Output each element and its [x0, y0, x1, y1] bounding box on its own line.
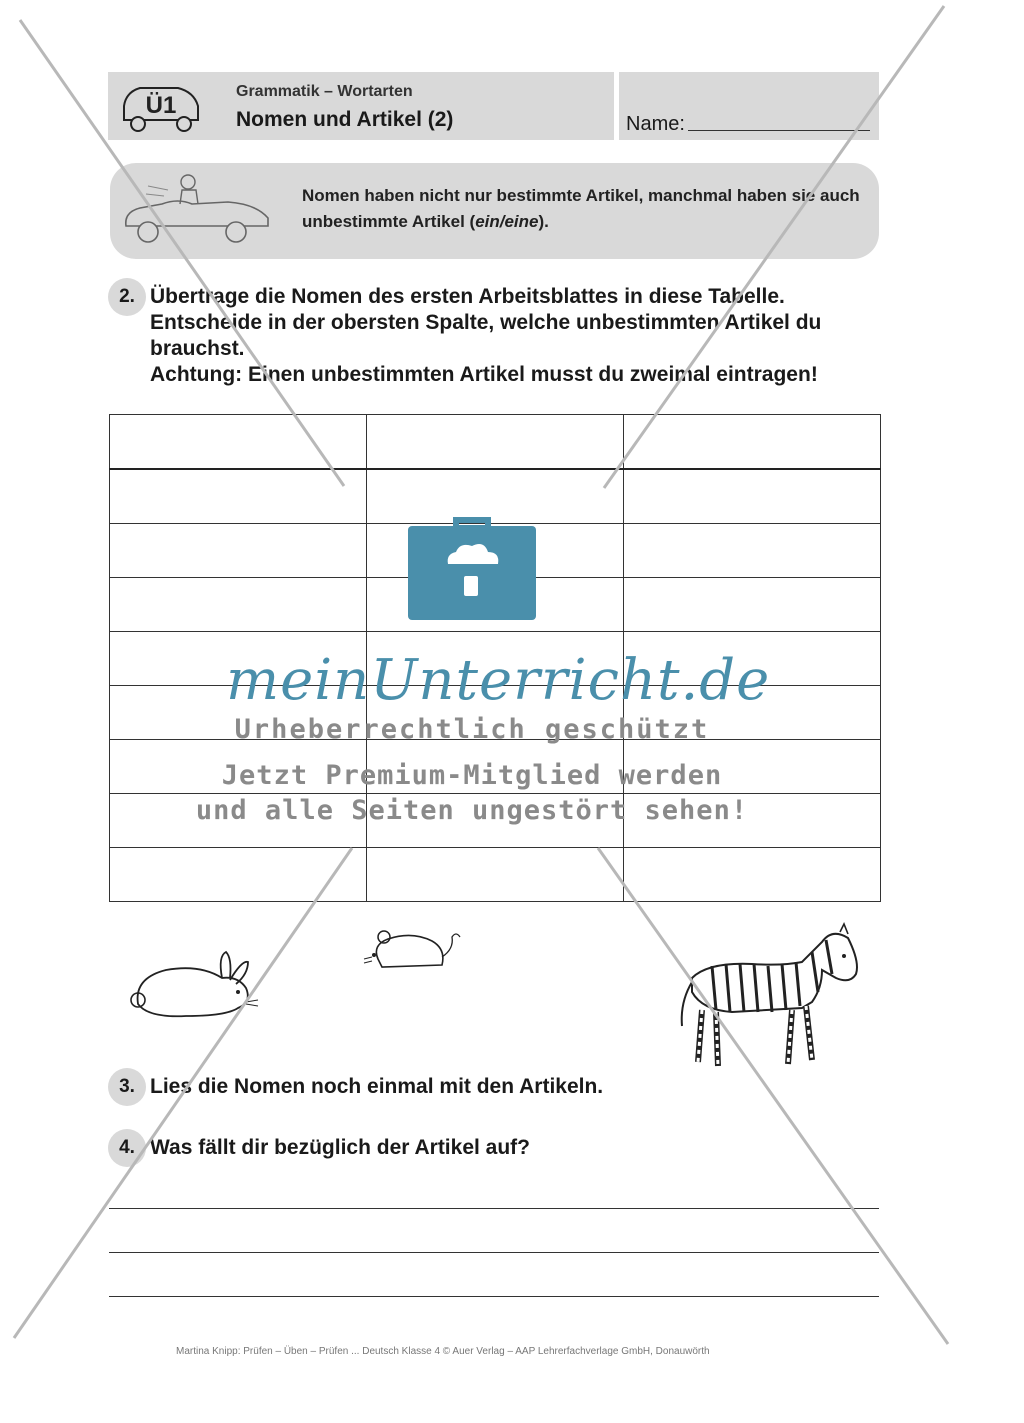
convertible-car-icon — [118, 168, 278, 250]
rabbit-icon — [126, 948, 260, 1024]
table-cell[interactable] — [624, 469, 881, 524]
page-title: Nomen und Artikel (2) — [236, 108, 454, 131]
info-text: Nomen haben nicht nur bestimmte Artikel, manchmal haben sie auch unbestimmte Artikel (ein/eine). — [302, 186, 860, 231]
task-3-text: Lies die Nomen noch einmal mit den Artikeln. — [150, 1075, 604, 1098]
series-label: Grammatik – Wortarten — [236, 83, 413, 100]
watermark-promo-2: und alle Seiten ungestört sehen! — [195, 795, 749, 826]
table-cell[interactable] — [624, 524, 881, 578]
task-number-2: 2. — [108, 278, 146, 316]
table-header-cell[interactable] — [367, 415, 624, 470]
table-cell[interactable] — [624, 578, 881, 632]
answer-line[interactable] — [109, 1208, 879, 1209]
watermark-promo-1: Jetzt Premium-Mitglied werden — [221, 760, 723, 791]
table-cell[interactable] — [110, 469, 367, 524]
table-cell[interactable] — [110, 524, 367, 578]
badge-label: Ü1 — [145, 92, 177, 119]
mouse-icon — [358, 925, 464, 977]
watermark-briefcase-icon — [408, 514, 536, 620]
task-number-4: 4. — [108, 1129, 146, 1167]
answer-line[interactable] — [109, 1252, 879, 1253]
table-cell[interactable] — [110, 848, 367, 902]
footer-credit: Martina Knipp: Prüfen – Üben – Prüfen ... Deutsch Klasse 4 © Auer Verlag – AAP Lehrerfachverlage GmbH, Donauwörth — [176, 1346, 710, 1357]
watermark-brand: meinUnterricht.de — [226, 648, 771, 713]
task-2-text: Übertrage die Nomen des ersten Arbeitsblattes in diese Tabelle. Entscheide in der obersten Spalte, welche unbestimmten Artikel du brauchst. Achtung: Einen unbestimmten Artikel musst du zweimal eintragen! — [150, 285, 822, 386]
table-cell[interactable] — [367, 848, 624, 902]
task-number-3: 3. — [108, 1068, 146, 1106]
table-cell[interactable] — [110, 578, 367, 632]
task-4-text: Was fällt dir bezüglich der Artikel auf? — [150, 1136, 530, 1159]
answer-line[interactable] — [109, 1296, 879, 1297]
zebra-icon — [672, 922, 864, 1080]
table-header-cell[interactable] — [110, 415, 367, 470]
table-cell[interactable] — [624, 848, 881, 902]
name-field[interactable] — [688, 130, 870, 131]
table-header-cell[interactable] — [624, 415, 881, 470]
car-badge-icon — [118, 80, 204, 136]
name-label: Name: — [626, 113, 685, 135]
watermark-copyright: Urheberrechtlich geschützt — [234, 714, 710, 745]
